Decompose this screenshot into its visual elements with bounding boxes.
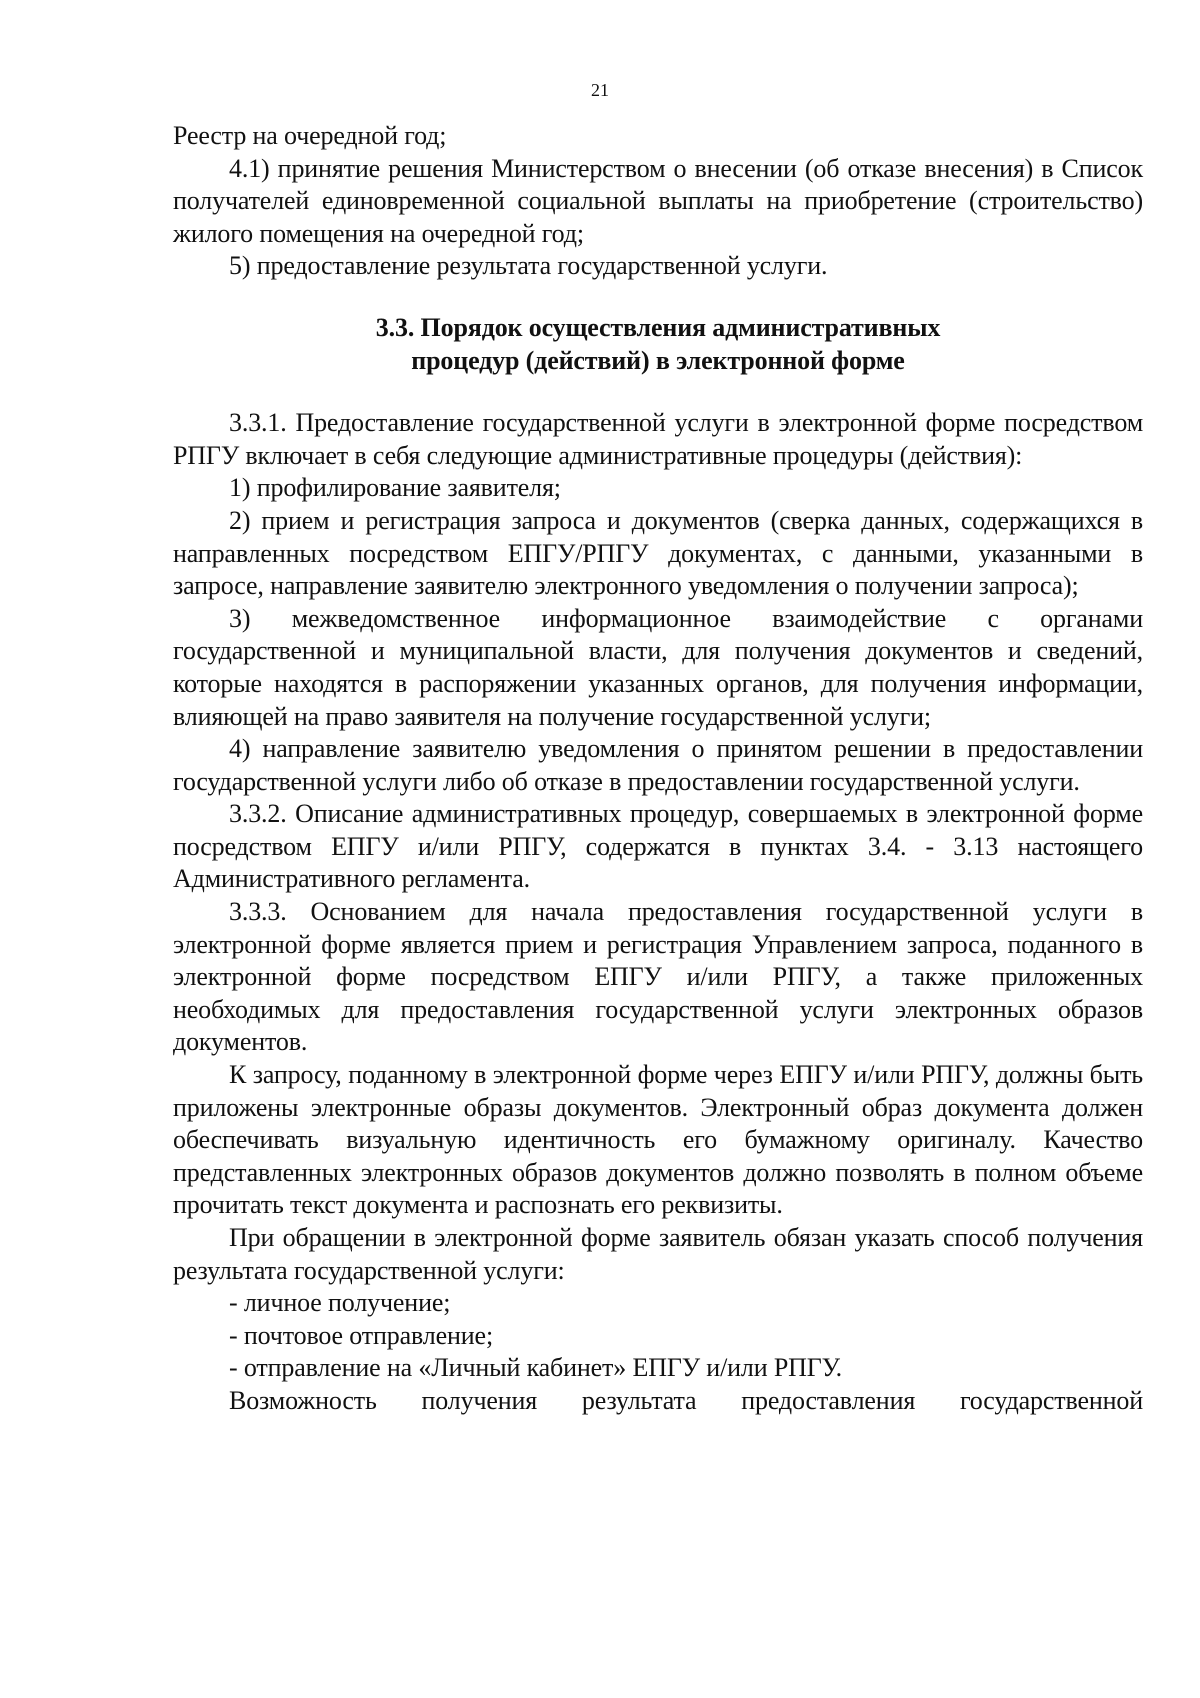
paragraph-registry-year: Реестр на очередной год; — [173, 121, 447, 150]
paragraph-3-3-3: 3.3.3. Основанием для начала предоставления государственной услуги в электронной форме является прием и регистрация Управлением запроса, поданного в электронной форме посредством ЕПГУ и/или РПГУ, а также приложенных необходимых для предоставления государственной услуги электронных образов документов. — [173, 897, 1143, 1057]
document-body — [173, 120, 1143, 1418]
list-item-2-registration: 2) прием и регистрация запроса и документов (сверка данных, содержащихся в направленных посредством ЕПГУ/РПГУ документах, с данными, указанными в запросе, направление заявителю электронного уведомления о получении запроса); — [173, 505, 1143, 601]
paragraph-result-method: При обращении в электронной форме заявитель обязан указать способ получения результата государственной услуги: — [173, 1223, 1143, 1285]
list-item-postal-delivery: - почтовое отправление; — [229, 1320, 494, 1350]
paragraph-3-3-1: 3.3.1. Предоставление государственной услуги в электронной форме посредством РПГУ включает в себя следующие административные процедуры (действия): — [173, 408, 1143, 470]
list-item-1-profiling: 1) профилирование заявителя; — [229, 473, 561, 503]
section-heading-line-2: процедур (действий) в электронной форме — [411, 345, 905, 375]
list-item-personal-account: - отправление на «Личный кабинет» ЕПГУ и/или РПГУ. — [229, 1353, 843, 1383]
paragraph-item-4-1: 4.1) принятие решения Министерством о внесении (об отказе внесения) в Список получателей единовременной социальной выплаты на приобретение (строительство) жилого помещения на очередной год; — [173, 153, 1143, 248]
section-heading-line-1: 3.3. Порядок осуществления административных — [375, 312, 941, 342]
list-item-3-interagency: 3) межведомственное информационное взаимодействие с органами государственной и муниципальной власти, для получения документов и сведений, которые находятся в распоряжении указанных органов, для получения информации, влияющей на право заявителя на получение государственной услуги; — [173, 603, 1143, 731]
list-item-4-notification: 4) направление заявителю уведомления о принятом решении в предоставлении государственной услуги либо об отказе в предоставлении государственной услуги. — [173, 734, 1143, 796]
paragraph-item-5: 5) предоставление результата государственной услуги. — [229, 251, 828, 281]
list-item-personal-receipt: - личное получение; — [229, 1288, 451, 1318]
paragraph-result-possibility: Возможность получения результата предоставления государственной — [229, 1385, 1143, 1415]
page-number: 21 — [591, 80, 609, 100]
section-heading — [173, 312, 1143, 377]
paragraph-3-3-2: 3.3.2. Описание административных процедур, совершаемых в электронной форме посредством ЕПГУ и/или РПГУ, содержатся в пунктах 3.4. - 3.13 настоящего Административного регламента. — [173, 799, 1143, 894]
paragraph-request-attachments: К запросу, поданному в электронной форме через ЕПГУ и/или РПГУ, должны быть приложены электронные образы документов. Электронный образ документа должен обеспечивать визуальную идентичность его бумажному оригиналу. Качество представленных электронных образов документов должно позволять в полном объеме прочитать текст документа и распознать его реквизиты. — [173, 1060, 1143, 1220]
